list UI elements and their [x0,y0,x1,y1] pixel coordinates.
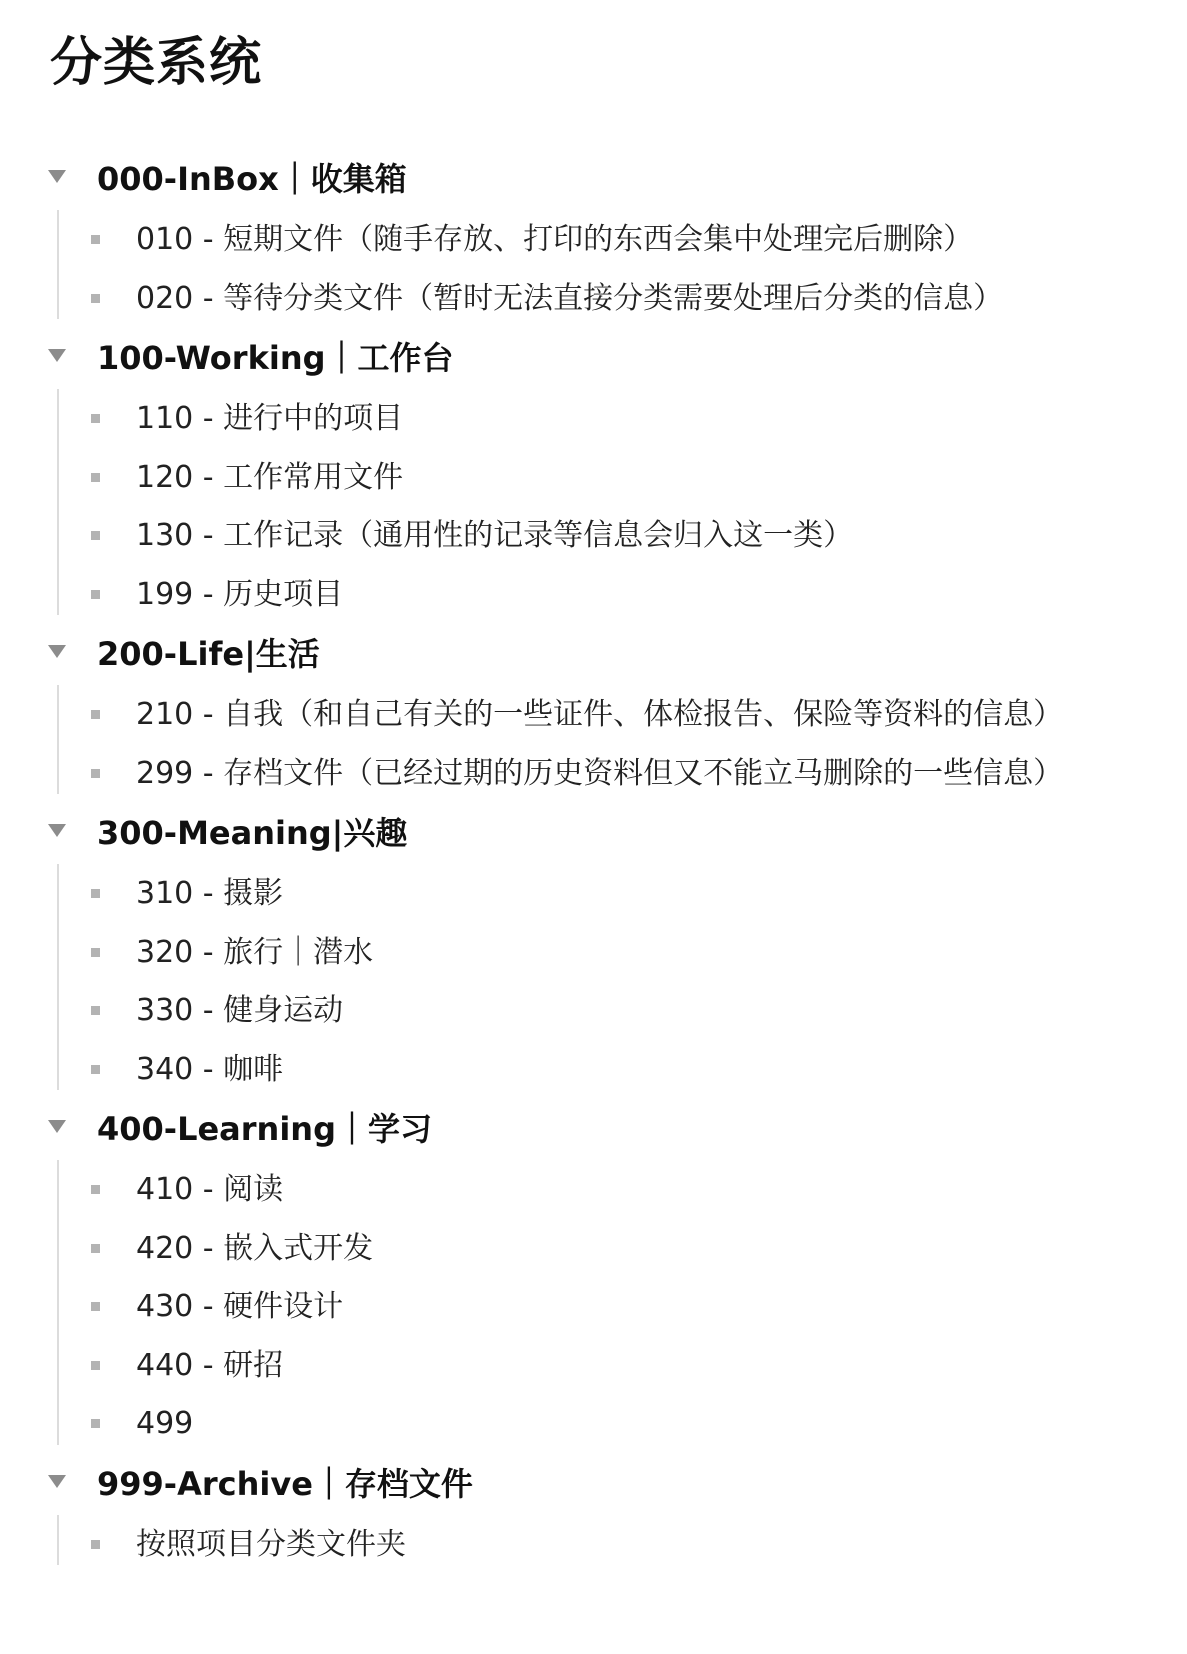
collapse-triangle-icon[interactable] [48,1120,66,1133]
square-bullet-icon [91,1361,100,1370]
outline-section [0,148,1187,327]
list-item-label: 110 - 进行中的项目 [136,401,404,436]
section-label: 200-Life|生活 [97,635,320,673]
collapse-triangle-icon[interactable] [48,824,66,837]
section-children [0,389,1187,623]
section-header[interactable] [0,1453,1187,1515]
list-item-label: 420 - 嵌入式开发 [136,1230,374,1266]
list-item[interactable] [0,448,1187,507]
list-item[interactable] [0,1515,1187,1574]
list-item-label: 320 - 旅行｜潜水 [136,934,374,970]
square-bullet-icon [91,473,100,482]
square-bullet-icon [91,769,100,778]
list-item-label: 010 - 短期文件（随手存放、打印的东西会集中处理完后删除） [136,222,974,257]
section-children [0,1160,1187,1453]
list-item[interactable] [0,1277,1187,1336]
section-children [0,864,1187,1098]
square-bullet-icon [91,1185,100,1194]
list-item-label: 499 [136,1406,194,1441]
list-item[interactable] [0,269,1187,328]
outline-list [0,148,1187,1573]
list-item-label: 020 - 等待分类文件（暂时无法直接分类需要处理后分类的信息） [136,280,1004,316]
list-item-label: 440 - 研招 [136,1347,284,1383]
section-children [0,685,1187,802]
list-item[interactable] [0,981,1187,1040]
outline-section [0,327,1187,623]
list-item[interactable] [0,1040,1187,1099]
list-item[interactable] [0,685,1187,744]
square-bullet-icon [91,531,100,540]
list-item-label: 330 - 健身运动 [136,993,344,1028]
list-item[interactable] [0,1394,1187,1453]
list-item-label: 210 - 自我（和自己有关的一些证件、体检报告、保险等资料的信息） [136,697,1064,732]
list-item[interactable] [0,210,1187,269]
section-label: 100-Working｜工作台 [97,339,454,377]
section-children [0,1515,1187,1574]
square-bullet-icon [91,1006,100,1015]
list-item[interactable] [0,923,1187,982]
square-bullet-icon [91,1540,100,1549]
list-item-label: 199 - 历史项目 [136,576,344,612]
collapse-triangle-icon[interactable] [48,349,66,362]
list-item-label: 310 - 摄影 [136,876,284,911]
page-title: 分类系统 [50,33,263,93]
square-bullet-icon [91,1302,100,1311]
square-bullet-icon [91,889,100,898]
list-item[interactable] [0,506,1187,565]
section-label: 999-Archive｜存档文件 [97,1464,473,1503]
list-item-label: 120 - 工作常用文件 [136,459,404,495]
section-header[interactable] [0,148,1187,210]
collapse-triangle-icon[interactable] [48,170,66,183]
list-item[interactable] [0,1336,1187,1395]
square-bullet-icon [91,948,100,957]
square-bullet-icon [91,1065,100,1074]
list-item-label: 按照项目分类文件夹 [136,1526,406,1562]
square-bullet-icon [91,1244,100,1253]
list-item[interactable] [0,744,1187,803]
section-header[interactable] [0,802,1187,864]
section-header[interactable] [0,327,1187,389]
outline-section [0,1453,1187,1574]
list-item[interactable] [0,565,1187,624]
outline-section [0,802,1187,1098]
square-bullet-icon [91,235,100,244]
section-label: 000-InBox｜收集箱 [97,160,407,198]
collapse-triangle-icon[interactable] [48,645,66,658]
section-header[interactable] [0,1098,1187,1160]
square-bullet-icon [91,590,100,599]
list-item[interactable] [0,1219,1187,1278]
section-header[interactable] [0,623,1187,685]
square-bullet-icon [91,1419,100,1428]
outline-section [0,623,1187,802]
list-item-label: 410 - 阅读 [136,1172,284,1207]
collapse-triangle-icon[interactable] [48,1475,66,1488]
list-item[interactable] [0,864,1187,923]
square-bullet-icon [91,414,100,423]
list-item[interactable] [0,1160,1187,1219]
square-bullet-icon [91,710,100,719]
outline-section [0,1098,1187,1453]
square-bullet-icon [91,294,100,303]
section-label: 400-Learning｜学习 [97,1110,432,1148]
list-item[interactable] [0,389,1187,448]
list-item-label: 430 - 硬件设计 [136,1289,344,1324]
list-item-label: 299 - 存档文件（已经过期的历史资料但又不能立马删除的一些信息） [136,755,1064,791]
list-item-label: 130 - 工作记录（通用性的记录等信息会归入这一类） [136,518,854,553]
section-label: 300-Meaning|兴趣 [97,814,408,852]
section-children [0,210,1187,327]
list-item-label: 340 - 咖啡 [136,1051,284,1087]
